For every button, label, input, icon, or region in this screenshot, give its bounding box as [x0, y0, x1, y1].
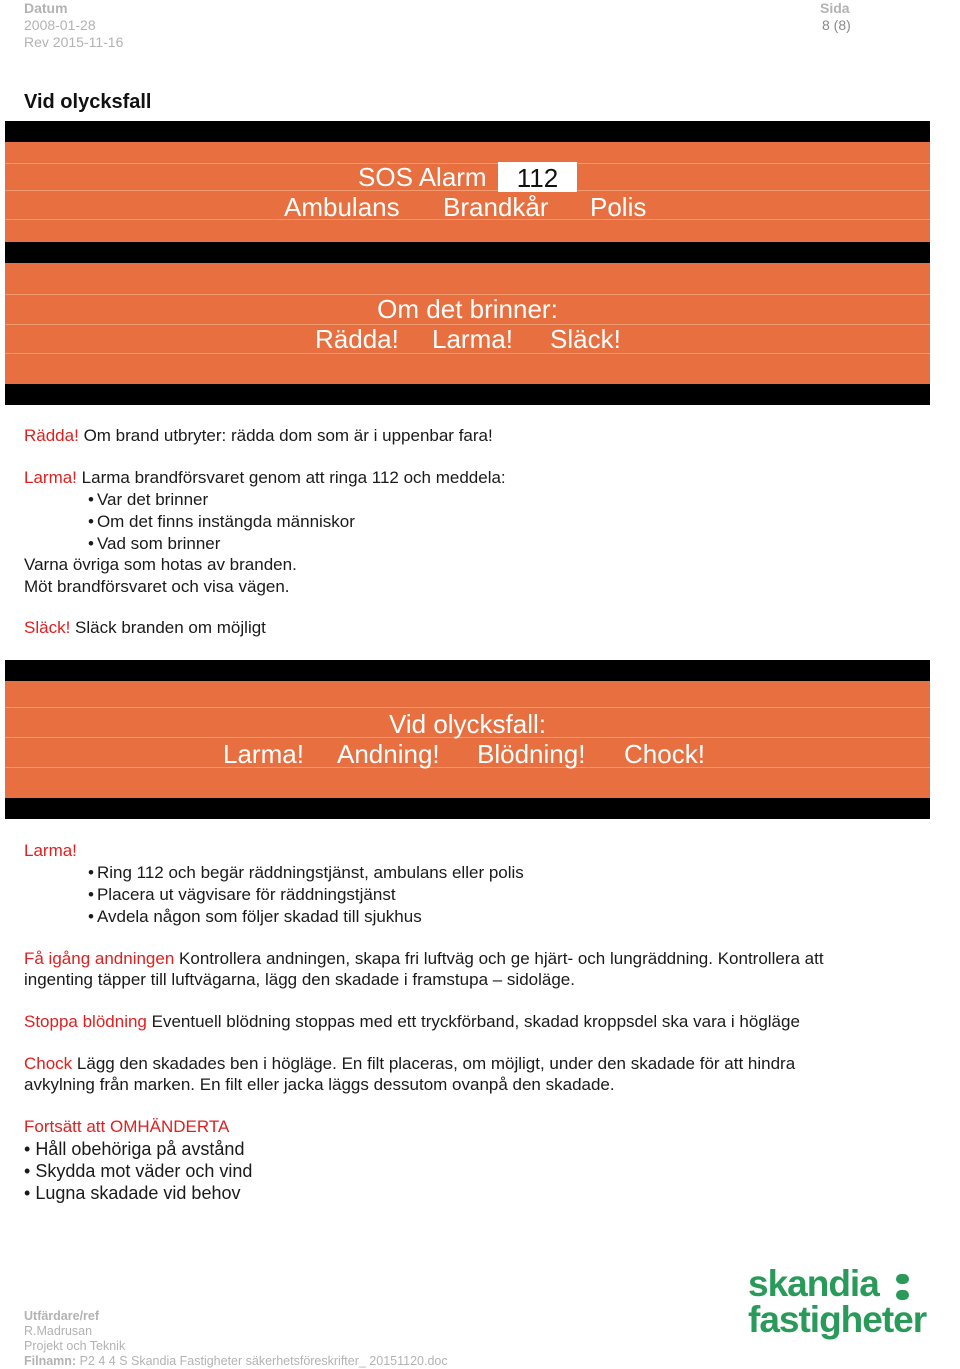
filnamn-value: P2 4 4 S Skandia Fastigheter säkerhetsföreskrifter_ 20151120.doc: [79, 1354, 448, 1368]
chock-label: Chock: [24, 1054, 73, 1073]
banner-bottom-band: [5, 798, 930, 819]
slack-heading: Släck!: [550, 324, 621, 354]
datum-value: 2008-01-28: [24, 17, 96, 33]
logo-line-2: fastigheter: [748, 1299, 927, 1340]
andning-label: Få igång andningen: [24, 949, 175, 968]
banner-top-band: [5, 660, 930, 681]
emergency-number-box: 112: [498, 162, 577, 192]
mot-text: Möt brandförsvaret och visa vägen.: [24, 577, 290, 596]
andning-text-2: ingenting täpper till luftvägarna, lägg den skadade i framstupa – sidoläge.: [24, 970, 575, 989]
filnamn-label: Filnamn:: [24, 1354, 77, 1368]
blodning-heading: Blödning!: [477, 739, 586, 769]
emergency-numbers-banner: [5, 121, 930, 263]
andning-heading: Andning!: [337, 739, 440, 769]
larma-label: Larma!: [24, 468, 77, 487]
banner-bottom-band: [5, 384, 930, 405]
skandia-fastigheter-logo: [748, 1262, 958, 1352]
radda-text: Om brand utbryter: rädda dom som är i uppenbar fara!: [83, 426, 493, 445]
list-item: • Vad som brinner: [88, 533, 220, 555]
list-item: • Ring 112 och begär räddningstjänst, ambulans eller polis: [88, 862, 524, 884]
list-item: • Placera ut vägvisare för räddningstjänst: [88, 884, 396, 906]
radda-label: Rädda!: [24, 426, 79, 445]
larma-heading: Larma!: [223, 739, 304, 769]
slack-paragraph: [24, 617, 266, 639]
chock-text-1: Lägg den skadades ben i högläge. En filt placeras, om möjligt, under den skadade för att hindra: [76, 1054, 796, 1073]
list-item: [24, 1138, 244, 1160]
chock-text-2: avkylning från marken. En filt eller jacka läggs dessutom ovanpå den skadade.: [24, 1075, 615, 1094]
radda-paragraph: [24, 425, 493, 447]
polis-label: Polis: [590, 192, 647, 222]
larma-paragraph: [24, 467, 506, 489]
revision-value: Rev 2015-11-16: [24, 34, 124, 50]
chock-heading: Chock!: [624, 739, 705, 769]
list-item: • Var det brinner: [88, 489, 208, 511]
accident-heading: Vid olycksfall:: [388, 709, 547, 739]
list-item-text: Håll obehöriga på avstånd: [35, 1139, 245, 1159]
list-item: • Avdela någon som följer skadad till sjukhus: [88, 906, 422, 928]
brandkar-label: Brandkår: [443, 192, 549, 222]
chock-paragraph: [24, 1053, 795, 1075]
andning-text-1: Kontrollera andningen, skapa fri luftväg och ge hjärt- och lungräddning. Kontrollera att: [179, 949, 824, 968]
larma-text: Larma brandförsvaret genom att ringa 112 och meddela:: [81, 468, 506, 487]
accident-larma-label: Larma!: [24, 841, 77, 860]
banner-bottom-band: [5, 242, 930, 263]
sida-label: Sida: [820, 0, 850, 16]
datum-label: Datum: [24, 0, 68, 16]
blodning-text: Eventuell blödning stoppas med ett tryckförband, skadad kroppsdel ska vara i högläge: [151, 1012, 800, 1031]
banner-stripe: [5, 767, 930, 768]
fire-banner: [5, 263, 930, 405]
fire-heading: Om det brinner:: [377, 294, 558, 324]
radda-heading: Rädda!: [315, 324, 399, 354]
sos-alarm-label: SOS Alarm: [358, 162, 487, 192]
page-title: Vid olycksfall: [24, 91, 152, 113]
utfardare-label: Utfärdare/ref: [24, 1309, 100, 1323]
banner-top-band: [5, 121, 930, 142]
fortsatt-label: Fortsätt att OMHÄNDERTA: [24, 1117, 230, 1136]
list-item: • Om det finns instängda människor: [88, 511, 355, 533]
list-item-text: Lugna skadade vid behov: [35, 1183, 241, 1203]
utfardare-value: R.Madrusan: [24, 1324, 93, 1338]
bullet-icon: •: [24, 1139, 36, 1159]
list-item-text: Skydda mot väder och vind: [35, 1161, 253, 1181]
logo-dot-icon: [896, 1274, 909, 1284]
department: Projekt och Teknik: [24, 1339, 126, 1353]
list-item: [24, 1182, 240, 1204]
blodning-paragraph: [24, 1011, 800, 1033]
accident-banner: [5, 660, 930, 819]
ambulans-label: Ambulans: [284, 192, 400, 222]
andning-paragraph: [24, 948, 924, 970]
banner-stripe: [5, 707, 930, 708]
varna-text: Varna övriga som hotas av branden.: [24, 555, 297, 574]
slack-label: Släck!: [24, 618, 71, 637]
bullet-icon: •: [24, 1183, 36, 1203]
bullet-icon: •: [24, 1161, 36, 1181]
larma-heading: Larma!: [432, 324, 513, 354]
sida-value: 8 (8): [822, 17, 851, 33]
slack-text: Släck branden om möjligt: [75, 618, 266, 637]
blodning-label: Stoppa blödning: [24, 1012, 147, 1031]
logo-line-1: skandia: [748, 1263, 879, 1304]
list-item: [24, 1160, 252, 1182]
filnamn-line: [24, 1354, 448, 1368]
